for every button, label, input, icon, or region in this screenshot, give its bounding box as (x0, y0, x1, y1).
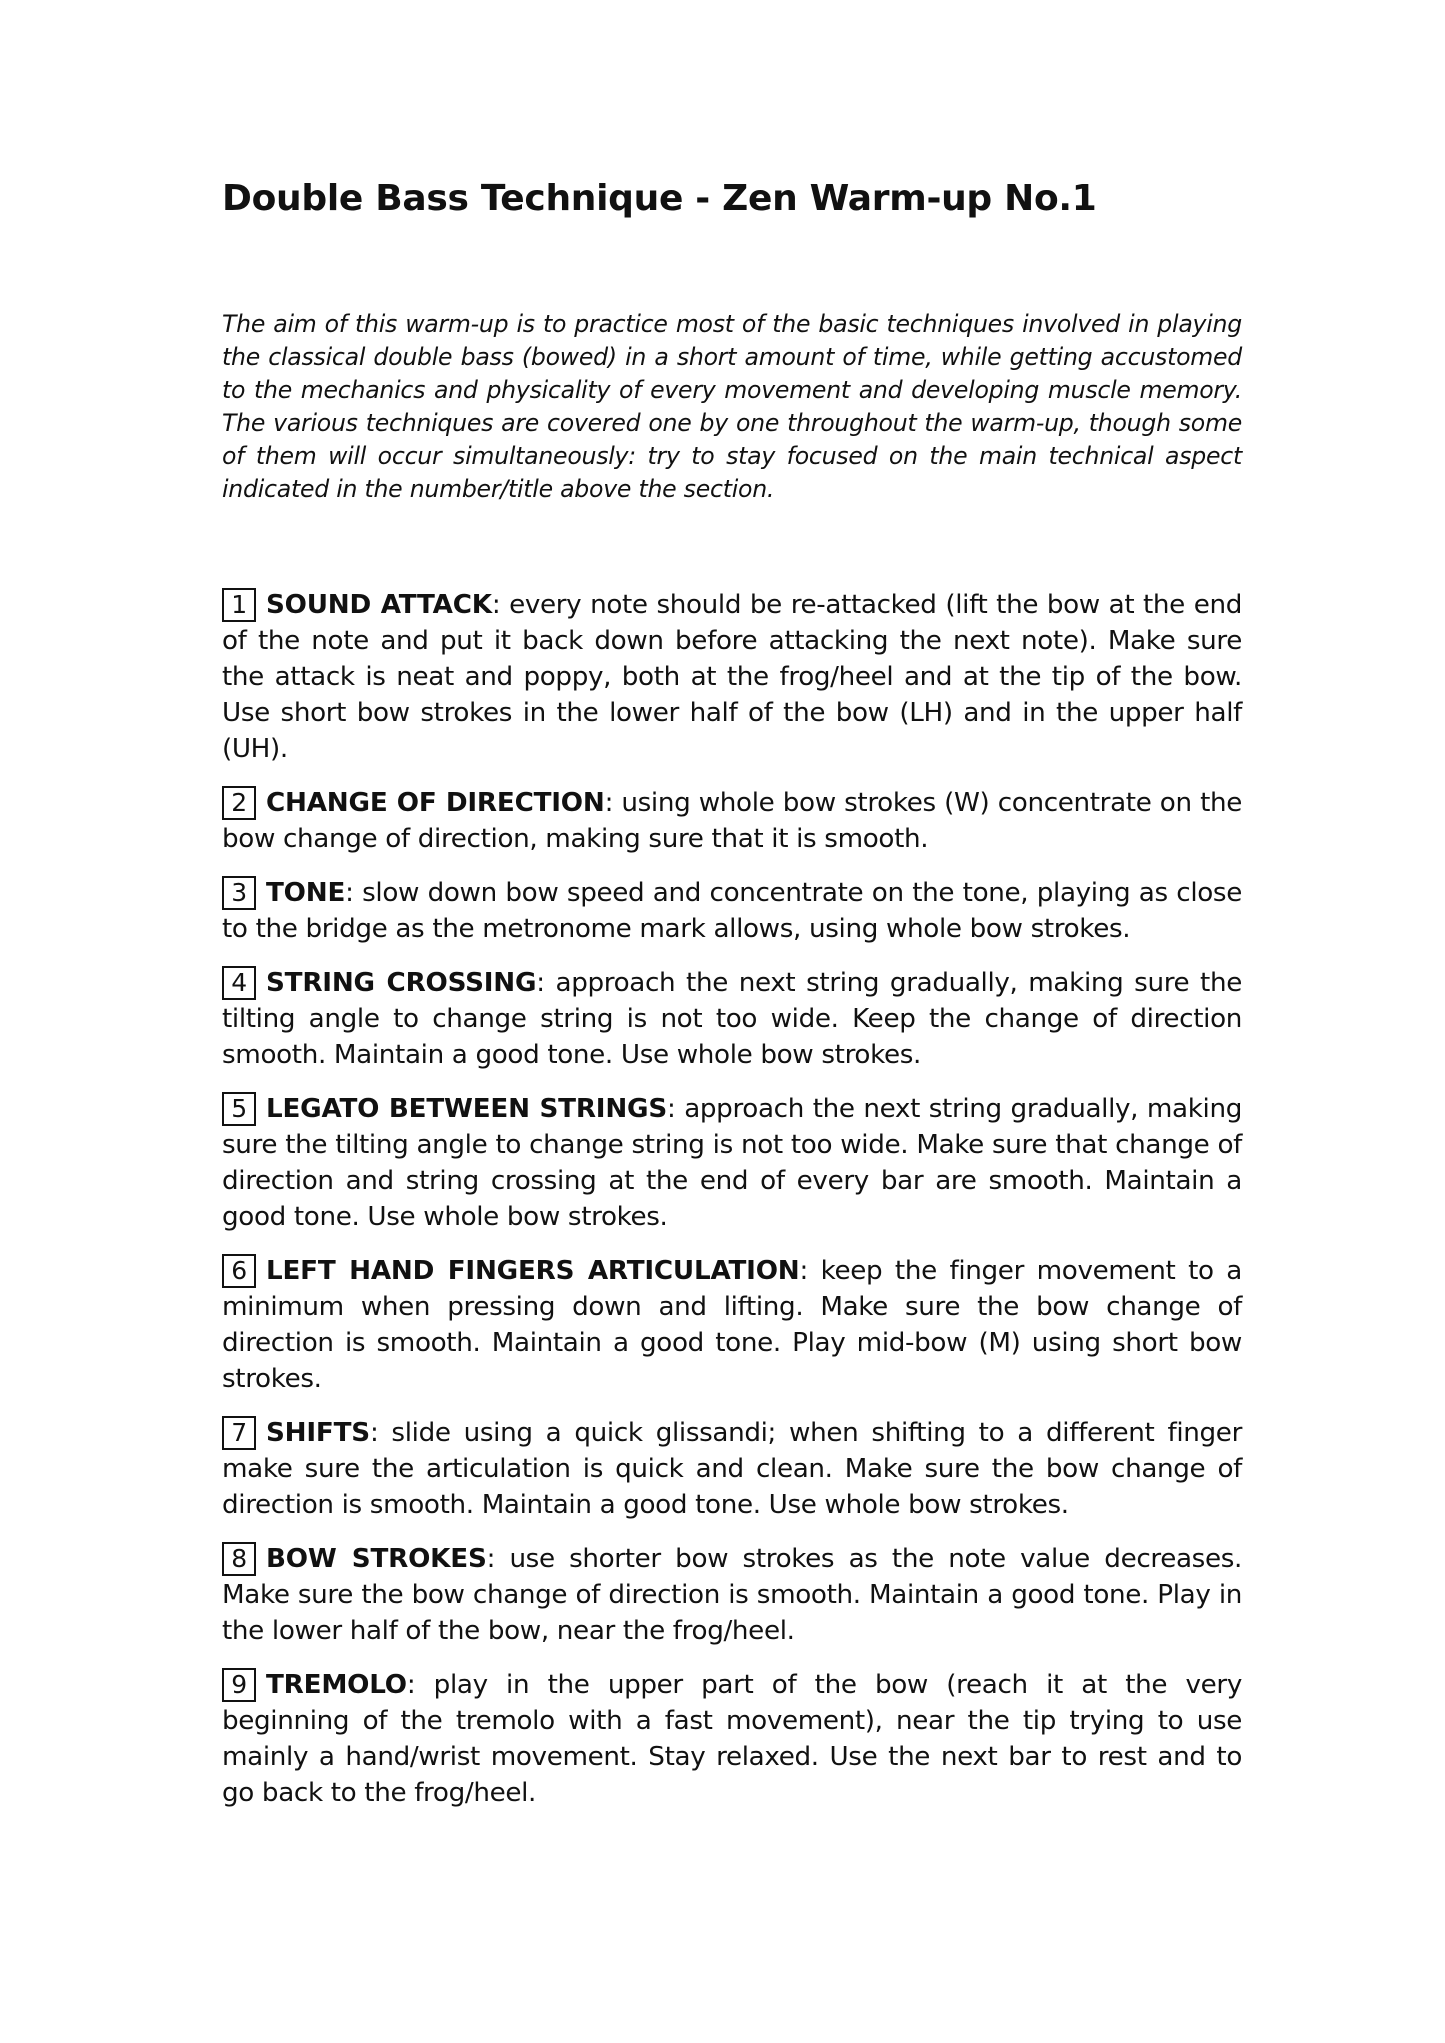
section-number-box: 7 (222, 1416, 256, 1450)
section-text: : using whole bow strokes (W) concentrate on the bow change of direction, making sure that it is smooth. (222, 788, 1243, 854)
section-heading: CHANGE OF DIRECTION (266, 788, 605, 818)
section-number-box: 5 (222, 1092, 256, 1126)
section-heading: TONE (266, 878, 346, 908)
section-number-box: 8 (222, 1542, 256, 1576)
section-number-box: 3 (222, 876, 256, 910)
section-legato-between-strings (222, 1091, 1242, 1235)
section-number-box: 9 (222, 1668, 256, 1702)
intro-paragraph: The aim of this warm-up is to practice most of the basic techniques involved in playing the classical double bass (bowed) in a short amount of time, while getting accustomed to the mechanics and physicality of every movement and developing muscle memory. The various techniques are covered one by one throughout the warm-up, though some of them will occur simultaneously: try to stay focused on the main technical aspect indicated in the number/title above the section. (222, 310, 1242, 503)
section-heading: TREMOLO (266, 1670, 407, 1700)
section-change-of-direction (222, 785, 1242, 857)
section-shifts (222, 1415, 1242, 1523)
section-heading: LEGATO BETWEEN STRINGS (266, 1094, 667, 1124)
section-text: : approach the next string gradually, making sure the tilting angle to change string is not too wide. Keep the change of direction smooth. Maintain a good tone. Use whole bow strokes. (222, 968, 1242, 1070)
section-text: : slide using a quick glissandi; when shifting to a different finger make sure the articulation is quick and clean. Make sure the bow change of direction is smooth. Maintain a good tone. Use whole bow strokes. (222, 1418, 1242, 1520)
section-tremolo (222, 1667, 1242, 1811)
section-number-box: 6 (222, 1254, 256, 1288)
section-text: : use shorter bow strokes as the note value decreases. Make sure the bow change of direction is smooth. Maintain a good tone. Play in the lower half of the bow, near the frog/heel. (222, 1544, 1242, 1646)
section-text: : slow down bow speed and concentrate on the tone, playing as close to the bridge as the metronome mark allows, using whole bow strokes. (222, 878, 1242, 944)
section-tone (222, 875, 1242, 947)
section-heading: SOUND ATTACK (266, 590, 492, 620)
section-heading: SHIFTS (266, 1418, 370, 1448)
section-text: : keep the finger movement to a minimum when pressing down and lifting. Make sure the bow change of direction is smooth. Maintain a good tone. Play mid-bow (M) using short bow strokes. (222, 1256, 1243, 1394)
section-heading: BOW STROKES (266, 1544, 487, 1574)
section-number-box: 2 (222, 786, 256, 820)
section-text: : approach the next string gradually, making sure the tilting angle to change string is not too wide. Make sure that change of direction and string crossing at the end of every bar are smooth. Maintain a good tone. Use whole bow strokes. (222, 1094, 1242, 1232)
section-heading: LEFT HAND FINGERS ARTICULATION (266, 1256, 800, 1286)
section-text: : play in the upper part of the bow (reach it at the very beginning of the tremolo with a fast movement), near the tip trying to use mainly a hand/wrist movement. Stay relaxed. Use the next bar to rest and to go back to the frog/heel. (222, 1670, 1242, 1808)
section-number-box: 4 (222, 966, 256, 1000)
section-sound-attack (222, 587, 1242, 767)
document-title: Double Bass Technique - Zen Warm-up No.1 (222, 178, 1097, 219)
section-string-crossing (222, 965, 1242, 1073)
section-number-box: 1 (222, 588, 256, 622)
section-left-hand-fingers-articulation (222, 1253, 1242, 1397)
section-heading: STRING CROSSING (266, 968, 537, 998)
technique-sections (222, 587, 1242, 1829)
section-text: : every note should be re-attacked (lift the bow at the end of the note and put it back down before attacking the next note). Make sure the attack is neat and poppy, both at the frog/heel and at the tip of the bow. Use short bow strokes in the lower half of the bow (LH) and in the upper half (UH). (222, 590, 1242, 764)
section-bow-strokes (222, 1541, 1242, 1649)
